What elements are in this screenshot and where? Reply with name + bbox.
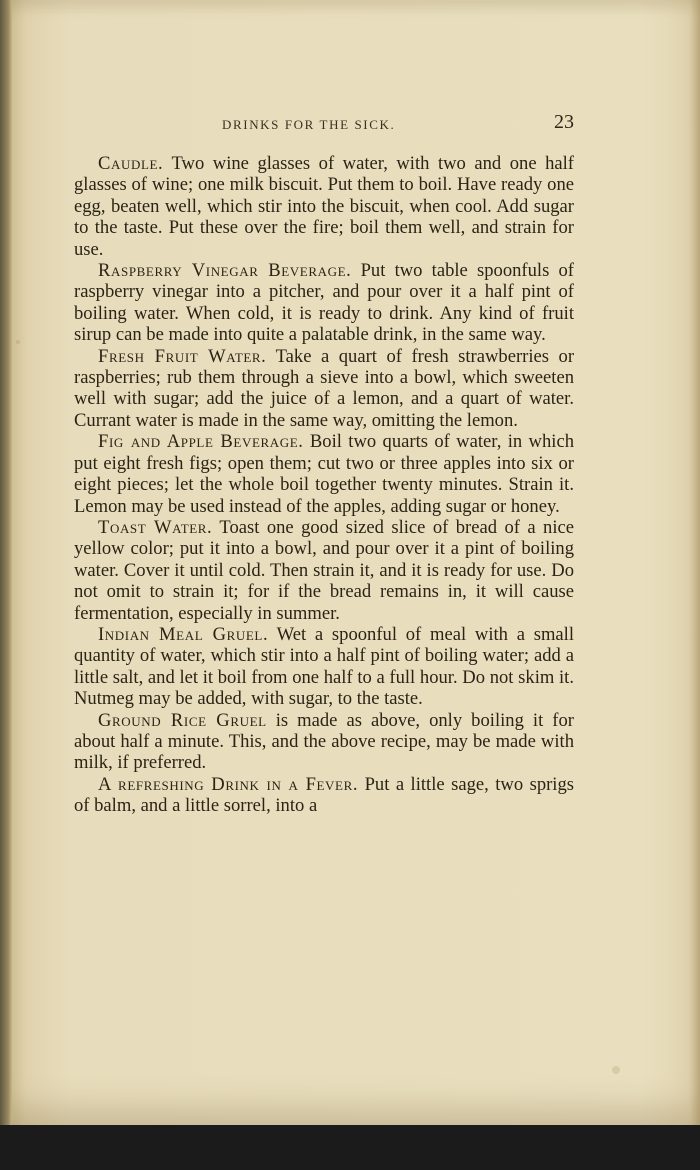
book-spine-shadow [0, 0, 12, 1125]
page-body [74, 153, 574, 817]
recipe-text: Put a little sage, two sprigs of balm, and a little sorrel, into a [74, 773, 575, 817]
recipe-title: A refreshing Drink in a Fever. [98, 773, 359, 795]
recipe-text: Put two table spoonfuls of raspberry vinegar into a pitcher, and pour over it a half pint of boiling water. When cold, it is ready to drink. Any kind of fruit sirup can be made into quite a palatable drink, in the same way. [74, 260, 574, 346]
recipe-paragraph [74, 624, 574, 710]
recipe-text: Two wine glasses of water, with two and one half glasses of wine; one milk biscuit. Put them to boil. Have ready one egg, beaten well, which stir into the biscuit, when cool. Add sugar to the taste. Put these over the fire; boil them well, and strain for use. [74, 153, 575, 260]
page-header [0, 112, 700, 138]
recipe-text: Wet a spoonful of meal with a small quantity of water, which stir into a half pint of boiling water; add a little salt, and let it boil from one half to a full hour. Do not skim it. Nutmeg may be added, with sugar, to the taste. [74, 623, 574, 710]
recipe-title: Raspberry Vinegar Beverage. [98, 260, 352, 282]
recipe-paragraph [74, 710, 574, 774]
recipe-title: Caudle. [98, 153, 164, 174]
paper-stain [16, 340, 20, 344]
recipe-paragraph [74, 346, 574, 432]
paper-stain [612, 1066, 620, 1074]
recipe-text: is made as above, only boiling it for about half a minute. This, and the above recipe, may be made with milk, if preferred. [74, 709, 574, 774]
recipe-title: Fig and Apple Beverage. [98, 431, 304, 453]
recipe-paragraph [74, 431, 574, 517]
running-head: DRINKS FOR THE SICK. [222, 117, 396, 132]
recipe-title: Indian Meal Gruel. [98, 623, 269, 645]
recipe-text: Boil two quarts of water, in which put eight fresh figs; open them; cut two or three apples into six or eight pieces; let the whole boil together twenty minutes. Strain it. Lemon may be used instead of the apples, adding sugar or honey. [74, 431, 574, 517]
page-number: 23 [554, 111, 574, 133]
recipe-paragraph [74, 517, 574, 624]
recipe-title: Fresh Fruit Water. [98, 345, 267, 367]
recipe-paragraph [74, 260, 574, 346]
recipe-title: Ground Rice Gruel [98, 709, 267, 731]
recipe-text: Toast one good sized slice of bread of a nice yellow color; put it into a bowl, and pour over it a pint of boiling water. Cover it until cold. Then strain it, and it is ready for use. Do not omit to strain it; for if the bread remains in, it will cause fermentation, especially in summer. [74, 516, 575, 624]
recipe-paragraph [74, 153, 574, 260]
recipe-title: Toast Water. [98, 516, 213, 538]
recipe-paragraph [74, 774, 574, 817]
recipe-text: Take a quart of fresh strawberries or raspberries; rub them through a sieve into a bowl, which sweeten well with sugar; add the juice of a lemon, and a quart of water. Currant water is made in the same way, omitting the lemon. [74, 345, 575, 431]
